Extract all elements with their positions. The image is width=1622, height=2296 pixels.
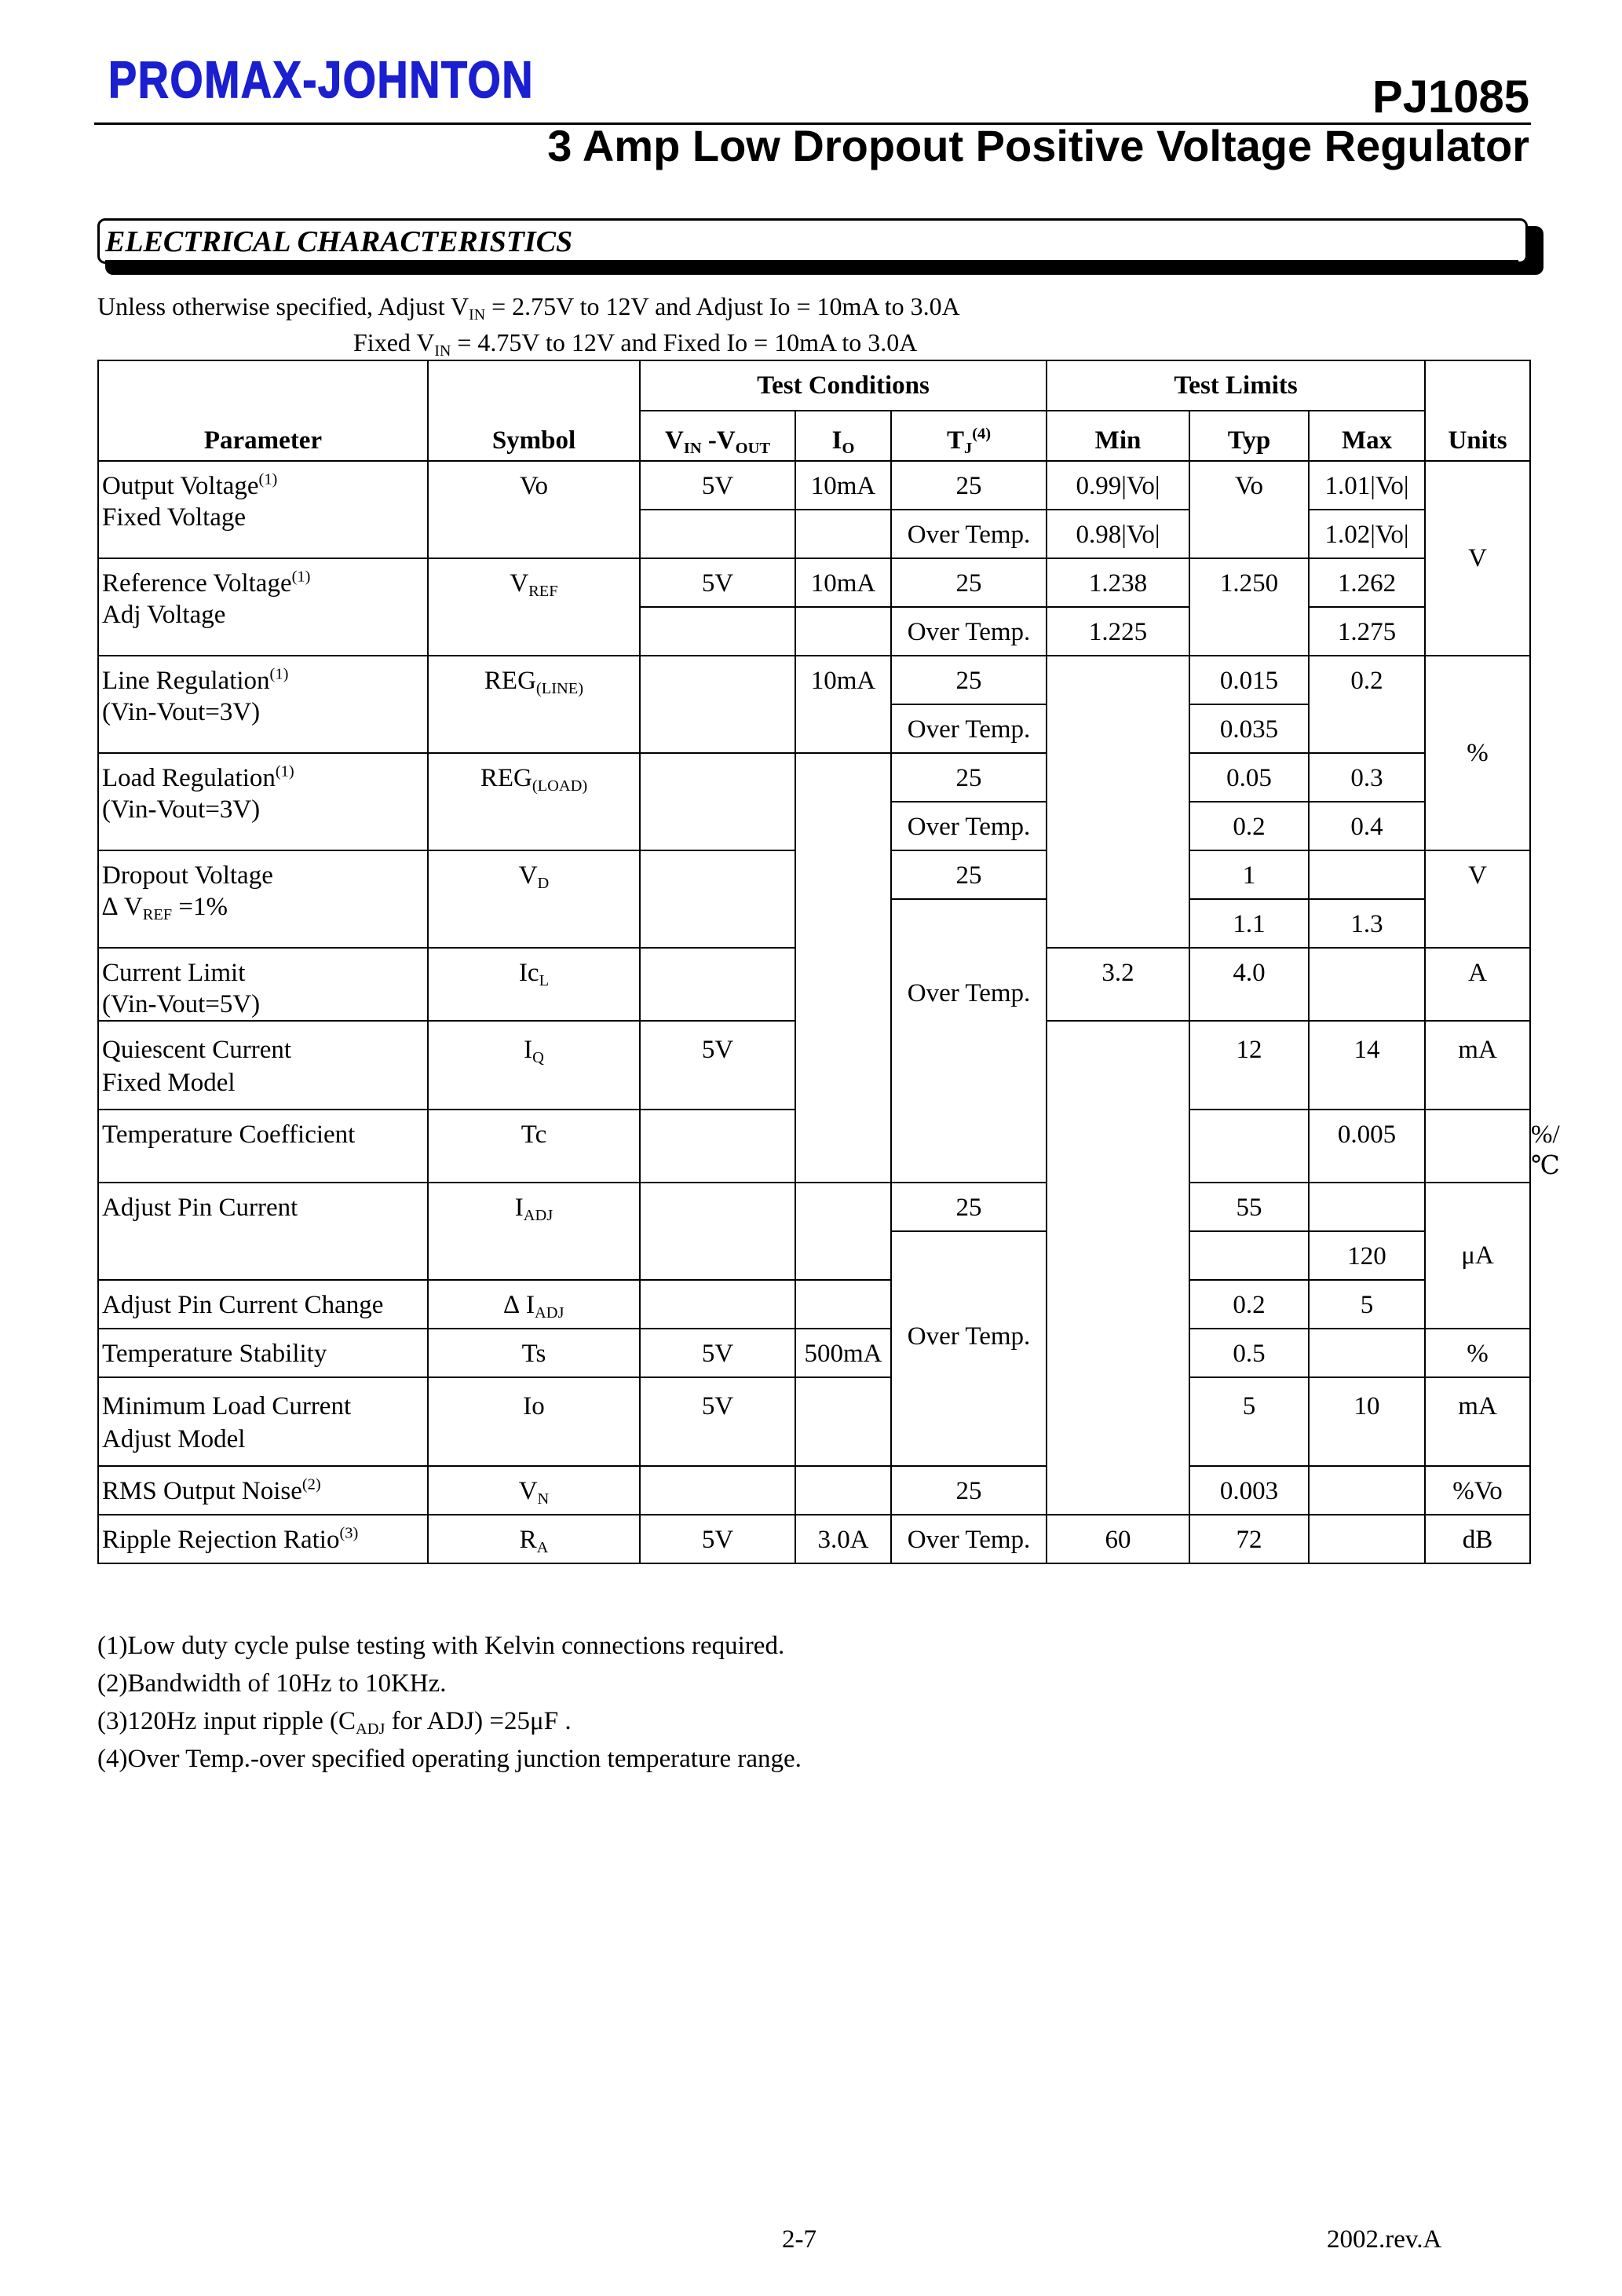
cell-typ: 0.2: [1189, 1280, 1309, 1329]
cell-typ: 1: [1189, 850, 1309, 899]
cell-io: [1189, 1110, 1309, 1183]
cell-vin: [640, 850, 795, 948]
header-io: $I_O$: [795, 411, 891, 461]
symbol-load-regulation: $REG_{(LOAD)}$: [428, 753, 640, 850]
cell-vin: [640, 1183, 795, 1280]
cell-vin: [640, 1110, 795, 1183]
cell-vin: 5V: [640, 1021, 795, 1110]
cell-max: 0.2: [1309, 656, 1425, 753]
cell-max: 1.3: [1309, 899, 1425, 948]
param-ripple-rejection: Ripple Rejection Ratio$^{(3)}$: [98, 1515, 428, 1563]
footnote-3: (3)120Hz input ripple ($C_{ADJ}$ for ADJ) =25μF .: [97, 1707, 572, 1738]
param-rms-output-noise: RMS Output Noise$^{(2)}$: [98, 1466, 428, 1515]
param-temperature-stability: Temperature Stability: [98, 1329, 428, 1377]
footnote-1: (1)Low duty cycle pulse testing with Kelvin connections required.: [97, 1632, 785, 1660]
cell-max: [1309, 1183, 1425, 1231]
param-reference-voltage: Reference Voltage$^{(1)}$ Adj Voltage: [98, 558, 428, 656]
electrical-characteristics-table: [97, 360, 1560, 1564]
cell-io: [795, 607, 891, 656]
cell-vin: 5V: [640, 1377, 795, 1466]
cell-tj: 25: [891, 461, 1047, 510]
cell-max: 14: [1309, 1021, 1425, 1110]
cell-typ: 4.0: [1189, 948, 1309, 1021]
symbol-output-voltage: Vo: [428, 461, 640, 558]
cell-min: 3.2: [1047, 948, 1189, 1021]
cell-typ: [1189, 1231, 1309, 1280]
symbol-temperature-coefficient: Tc: [428, 1110, 640, 1183]
cell-min: 1.238: [1047, 558, 1189, 607]
param-current-limit: Current Limit (Vin-Vout=5V): [98, 948, 428, 1021]
header-typ: Typ: [1189, 411, 1309, 461]
cell-tj: Over Temp.: [891, 802, 1047, 850]
table-row: [98, 558, 1530, 607]
units-ma: mA: [1425, 1021, 1530, 1110]
units-db: dB: [1425, 1515, 1530, 1563]
symbol-current-limit: $Ic_L$: [428, 948, 640, 1021]
page-title: 3 Amp Low Dropout Positive Voltage Regulator: [547, 121, 1529, 170]
cell-typ: 0.5: [1189, 1329, 1309, 1377]
cell-max: 5: [1309, 1280, 1425, 1329]
cell-max: 0.3: [1309, 753, 1425, 802]
cell-io: [795, 510, 891, 558]
cell-typ: 0.015: [1189, 656, 1309, 704]
header-units: Units: [1425, 360, 1530, 461]
cell-vin: 5V: [640, 558, 795, 607]
cell-min: 0.99|Vo|: [1047, 461, 1189, 510]
footnote-4: (4)Over Temp.-over specified operating junction temperature range.: [97, 1745, 802, 1773]
cell-vin: [640, 656, 795, 753]
cell-tj: Over Temp.: [891, 510, 1047, 558]
cell-typ: 12: [1189, 1021, 1309, 1110]
units-volts: V: [1425, 461, 1530, 656]
param-adjust-pin-current: Adjust Pin Current: [98, 1183, 428, 1280]
cell-min-empty: [1047, 1021, 1189, 1515]
cell-typ: 0.05: [1189, 753, 1309, 802]
page-number: 2-7: [782, 2225, 816, 2254]
cell-max: [1309, 1515, 1425, 1563]
header-parameter: Parameter: [98, 360, 428, 461]
param-line-regulation: Line Regulation$^{(1)}$ (Vin-Vout=3V): [98, 656, 428, 753]
header-min: Min: [1047, 411, 1189, 461]
table-row: [98, 1466, 1530, 1515]
table-row: [98, 753, 1530, 802]
cell-io: 10mA: [795, 461, 891, 510]
table-row: [98, 1183, 1530, 1231]
cell-io: [795, 1466, 891, 1515]
cell-vin: [640, 1466, 795, 1515]
symbol-reference-voltage: $V_{REF}$: [428, 558, 640, 656]
header-vin-vout: $V_{IN}$ $-V_{OUT}$: [640, 411, 795, 461]
cell-max: 120: [1309, 1231, 1425, 1280]
cell-typ: 1.1: [1189, 899, 1309, 948]
param-temperature-coefficient: Temperature Coefficient: [98, 1110, 428, 1183]
cell-tj: 25: [891, 1466, 1047, 1515]
cell-max: [1309, 1329, 1425, 1377]
header-test-limits: Test Limits: [1047, 360, 1425, 411]
units-percent-stability: %: [1425, 1329, 1530, 1377]
table-row: [98, 1377, 1530, 1466]
symbol-minimum-load-current: Io: [428, 1377, 640, 1466]
symbol-quiescent-current: $I_Q$: [428, 1021, 640, 1110]
section-title: ELECTRICAL CHARACTERISTICS: [105, 225, 573, 258]
param-minimum-load-current: Minimum Load Current Adjust Model: [98, 1377, 428, 1466]
cell-max: 1.275: [1309, 607, 1425, 656]
symbol-rms-output-noise: $V_N$: [428, 1466, 640, 1515]
param-dropout-voltage: Dropout Voltage ∆ $V_{REF} =1\%$: [98, 850, 428, 948]
symbol-ripple-rejection: $R_A$: [428, 1515, 640, 1563]
cell-tj-over-temp: Over Temp.: [891, 899, 1047, 1183]
section-title-underline: [105, 260, 1518, 261]
cell-min-empty: [1047, 656, 1189, 948]
cell-tj: 25: [891, 558, 1047, 607]
units-volts-dropout: V: [1425, 850, 1530, 948]
cell-min: 0.98|Vo|: [1047, 510, 1189, 558]
cell-io: 10mA: [795, 656, 891, 753]
cell-typ: 0.005: [1309, 1110, 1425, 1183]
cell-max: 10: [1309, 1377, 1425, 1466]
param-quiescent-current: Quiescent Current Fixed Model: [98, 1021, 428, 1110]
symbol-dropout-voltage: $V_D$: [428, 850, 640, 948]
header-test-conditions: Test Conditions: [640, 360, 1047, 411]
cell-max: [1309, 948, 1425, 1021]
symbol-adjust-pin-current-change: ∆ $I_{ADJ}$: [428, 1280, 640, 1329]
cell-max: 1.262: [1309, 558, 1425, 607]
table-row: [98, 1515, 1530, 1563]
cell-tj: 25: [891, 753, 1047, 802]
footnote-2: (2)Bandwidth of 10Hz to 10KHz.: [97, 1669, 447, 1698]
cell-vin: 5V: [640, 461, 795, 510]
cell-vin: 5V: [640, 1329, 795, 1377]
table-row: [98, 656, 1530, 704]
cell-min: 60: [1047, 1515, 1189, 1563]
units-percent-vo: %Vo: [1425, 1466, 1530, 1515]
conditions-line-1: Unless otherwise specified, Adjust $V_{IN} = 2.75V$ to 12V and Adjust Io = 10mA to 3.0A: [97, 292, 960, 324]
cell-io: 500mA: [795, 1329, 891, 1377]
table-header-row-1: [98, 360, 1530, 411]
cell-tj: 25: [891, 1183, 1047, 1231]
cell-max: 0.4: [1309, 802, 1425, 850]
cell-io: 3.0A: [795, 1515, 891, 1563]
cell-max: [1425, 1110, 1530, 1183]
table-row: [98, 1329, 1530, 1377]
cell-max: 1.02|Vo|: [1309, 510, 1425, 558]
units-ma-load: mA: [1425, 1377, 1530, 1466]
cell-vin: [640, 753, 795, 850]
table-row: Temperature Coefficient Tc 0.005 %/℃: [98, 1110, 1530, 1183]
units-microamps: μA: [1425, 1183, 1530, 1329]
cell-vin: [640, 1280, 795, 1329]
symbol-line-regulation: $REG_{(LINE)}$: [428, 656, 640, 753]
cell-typ: 55: [1189, 1183, 1309, 1231]
param-output-voltage: Output Voltage$^{(1)}$ Fixed Voltage: [98, 461, 428, 558]
units-percent: %: [1425, 656, 1530, 850]
cell-io-empty: [795, 753, 891, 1183]
cell-typ: 0.003: [1189, 1466, 1309, 1515]
cell-io: [795, 1183, 891, 1280]
cell-typ: 72: [1189, 1515, 1309, 1563]
header-tj: $T_J^{(4)}$: [891, 411, 1047, 461]
part-number: PJ1085: [1372, 71, 1529, 122]
header-max: Max: [1309, 411, 1425, 461]
cell-max: [1309, 850, 1425, 899]
cell-vin: 5V: [640, 1515, 795, 1563]
cell-tj: 25: [891, 850, 1047, 899]
cell-typ: 0.2: [1189, 802, 1309, 850]
cell-io: [795, 1280, 891, 1329]
cell-typ: Vo: [1189, 461, 1309, 558]
cell-io: [795, 1377, 891, 1466]
cell-vin: [640, 510, 795, 558]
footnotes: [97, 1627, 802, 1778]
cell-vin: [640, 948, 795, 1021]
company-logo: PROMAX-JOHNTON: [108, 50, 535, 108]
cell-max: 1.01|Vo|: [1309, 461, 1425, 510]
table-row: [98, 1280, 1530, 1329]
symbol-temperature-stability: Ts: [428, 1329, 640, 1377]
cell-tj: Over Temp.: [891, 704, 1047, 753]
param-adjust-pin-current-change: Adjust Pin Current Change: [98, 1280, 428, 1329]
cell-tj: Over Temp.: [891, 1515, 1047, 1563]
revision-label: 2002.rev.A: [1327, 2225, 1442, 2254]
units-amps: A: [1425, 948, 1530, 1021]
cell-tj: Over Temp.: [891, 607, 1047, 656]
param-load-regulation: Load Regulation$^{(1)}$ (Vin-Vout=3V): [98, 753, 428, 850]
cell-min: 1.225: [1047, 607, 1189, 656]
cell-io: 10mA: [795, 558, 891, 607]
cell-tj: 25: [891, 656, 1047, 704]
table-row: [98, 461, 1530, 510]
cell-typ: 5: [1189, 1377, 1309, 1466]
cell-max: [1309, 1466, 1425, 1515]
symbol-adjust-pin-current: $I_{ADJ}$: [428, 1183, 640, 1280]
header-symbol: Symbol: [428, 360, 640, 461]
conditions-line-2: Fixed $V_{IN} = 4.75V$ to 12V and Fixed Io = 10mA to 3.0A: [353, 328, 918, 360]
cell-typ: 1.250: [1189, 558, 1309, 656]
cell-typ: 0.035: [1189, 704, 1309, 753]
cell-tj-over-temp: Over Temp.: [891, 1231, 1047, 1466]
cell-vin: [640, 607, 795, 656]
